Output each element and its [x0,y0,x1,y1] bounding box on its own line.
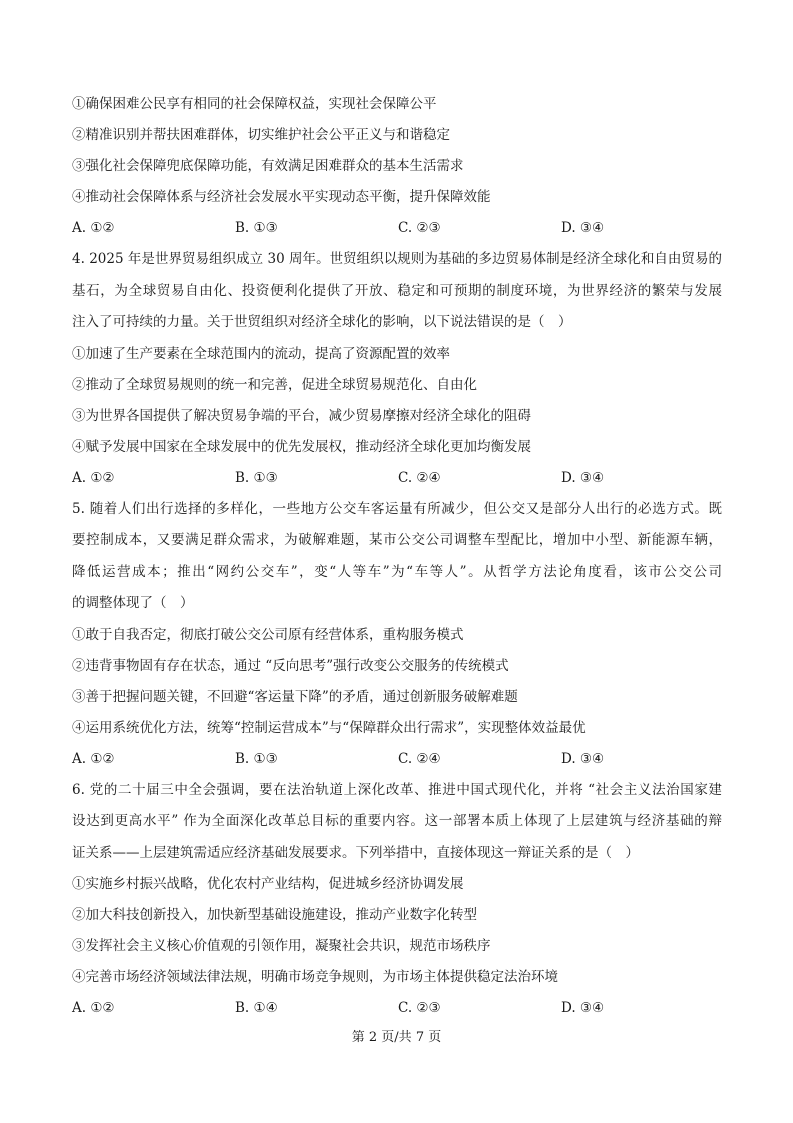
q4-option-3: ③为世界各国提供了解决贸易争端的平台，减少贸易摩擦对经济全球化的阻碍 [72,407,531,424]
q5-choice-b: B. ①③ [235,750,278,767]
q6-choice-c: C. ②③ [398,1000,441,1016]
q3-choice-a: A. ①② [72,220,115,236]
q4-stem-line-2: 基石，为全球贸易自由化、投资便利化提供了开放、稳定和可预期的制度环境，为世界经济的繁荣与发展 [72,282,722,299]
q3-option-1: ①确保困难公民享有相同的社会保障权益，实现社会保障公平 [72,96,437,112]
q4-choice-a: A. ①② [72,469,115,486]
page-footer: 第 2 页/共 7 页 [351,1030,442,1045]
q6-answer-choices [72,998,722,1029]
q6-stem-line-2: 设达到更高水平” 作为全面深化改革总目标的重要内容。这一部署本质上体现了上层建筑与经济基础的辩 [72,813,722,829]
q4-choice-d: D. ③④ [561,469,605,486]
q4-choice-b: B. ①③ [235,469,278,486]
q3-answer-choices [72,218,722,249]
q4-answer-choices [72,468,722,499]
page-content [72,94,722,1029]
q6-option-4: ④完善市场经济领域法律法规，明确市场竞争规则，为市场主体提供稳定法治环境 [72,969,558,985]
q3-option-4: ④推动社会保障体系与经济社会发展水平实现动态平衡，提升保障效能 [72,189,491,205]
q5-option-2: ②违背事物固有存在状态，通过 “反向思考”强行改变公交服务的传统模式 [72,657,509,674]
q5-option-3: ③善于把握问题关键，不回避“客运量下降”的矛盾，通过创新服务破解难题 [72,688,518,705]
q6-choice-b: B. ①④ [235,1000,278,1016]
q6-option-2: ②加大科技创新投入，加快新型基础设施建设，推动产业数字化转型 [72,907,477,923]
q4-option-1: ①加速了生产要素在全球范围内的流动，提高了资源配置的效率 [72,345,450,362]
q4-option-4: ④赋予发展中国家在全球发展中的优先发展权，推动经济全球化更加均衡发展 [72,438,531,455]
q3-choice-b: B. ①③ [235,220,278,236]
q5-stem-line-3: 降低运营成本；推出“网约公交车”，变“人等车”为“车等人”。从哲学方法论角度看，该市公交公司 [72,563,722,580]
q5-stem-line-1: 5. 随着人们出行选择的多样化，一些地方公交车客运量有所减少，但公交又是部分人出行的必选方式。既 [72,500,722,517]
q3-option-2: ②精准识别并帮扶困难群体，切实维护社会公平正义与和谐稳定 [72,127,450,143]
q3-option-3: ③强化社会保障兜底保障功能，有效满足困难群众的基本生活需求 [72,158,464,174]
q6-stem-line-1: 6. 党的二十届三中全会强调，要在法治轨道上深化改革、推进中国式现代化，并将 “社会主义法治国家建 [72,781,722,798]
q5-stem-line-4: 的调整体现了（ ） [72,595,194,611]
q6-option-3: ③发挥社会主义核心价值观的引领作用，凝聚社会共识，规范市场秩序 [72,938,491,954]
q5-stem-line-2: 要控制成本，又要满足群众需求，为破解难题，某市公交公司调整车型配比，增加中小型、新能源车辆， [72,532,722,548]
q5-option-1: ①敢于自我否定，彻底打破公交公司原有经营体系，重构服务模式 [72,626,464,643]
q4-stem-line-1: 4. 2025 年是世界贸易组织成立 30 周年。世贸组织以规则为基础的多边贸易体制是经济全球化和自由贸易的 [72,251,722,267]
q6-choice-a: A. ①② [72,1000,115,1016]
q3-choice-c: C. ②③ [398,220,441,236]
q5-choice-c: C. ②④ [398,750,441,767]
q4-choice-c: C. ②④ [398,469,441,486]
q4-option-2: ②推动了全球贸易规则的统一和完善，促进全球贸易规范化、自由化 [72,376,477,393]
q6-option-1: ①实施乡村振兴战略，优化农村产业结构，促进城乡经济协调发展 [72,876,464,892]
q6-choice-d: D. ③④ [561,1000,605,1016]
q4-stem-line-3: 注入了可持续的力量。关于世贸组织对经济全球化的影响，以下说法错误的是（ ） [72,314,572,330]
q5-option-4: ④运用系统优化方法，统筹“控制运营成本”与“保障群众出行需求”，实现整体效益最优 [72,719,586,736]
q5-answer-choices [72,749,722,780]
q5-choice-a: A. ①② [72,750,115,767]
q6-stem-line-3: 证关系——上层建筑需适应经济基础发展要求。下列举措中，直接体现这一辩证关系的是（ ） [72,844,639,861]
q5-choice-d: D. ③④ [561,750,605,767]
q3-choice-d: D. ③④ [561,220,605,236]
